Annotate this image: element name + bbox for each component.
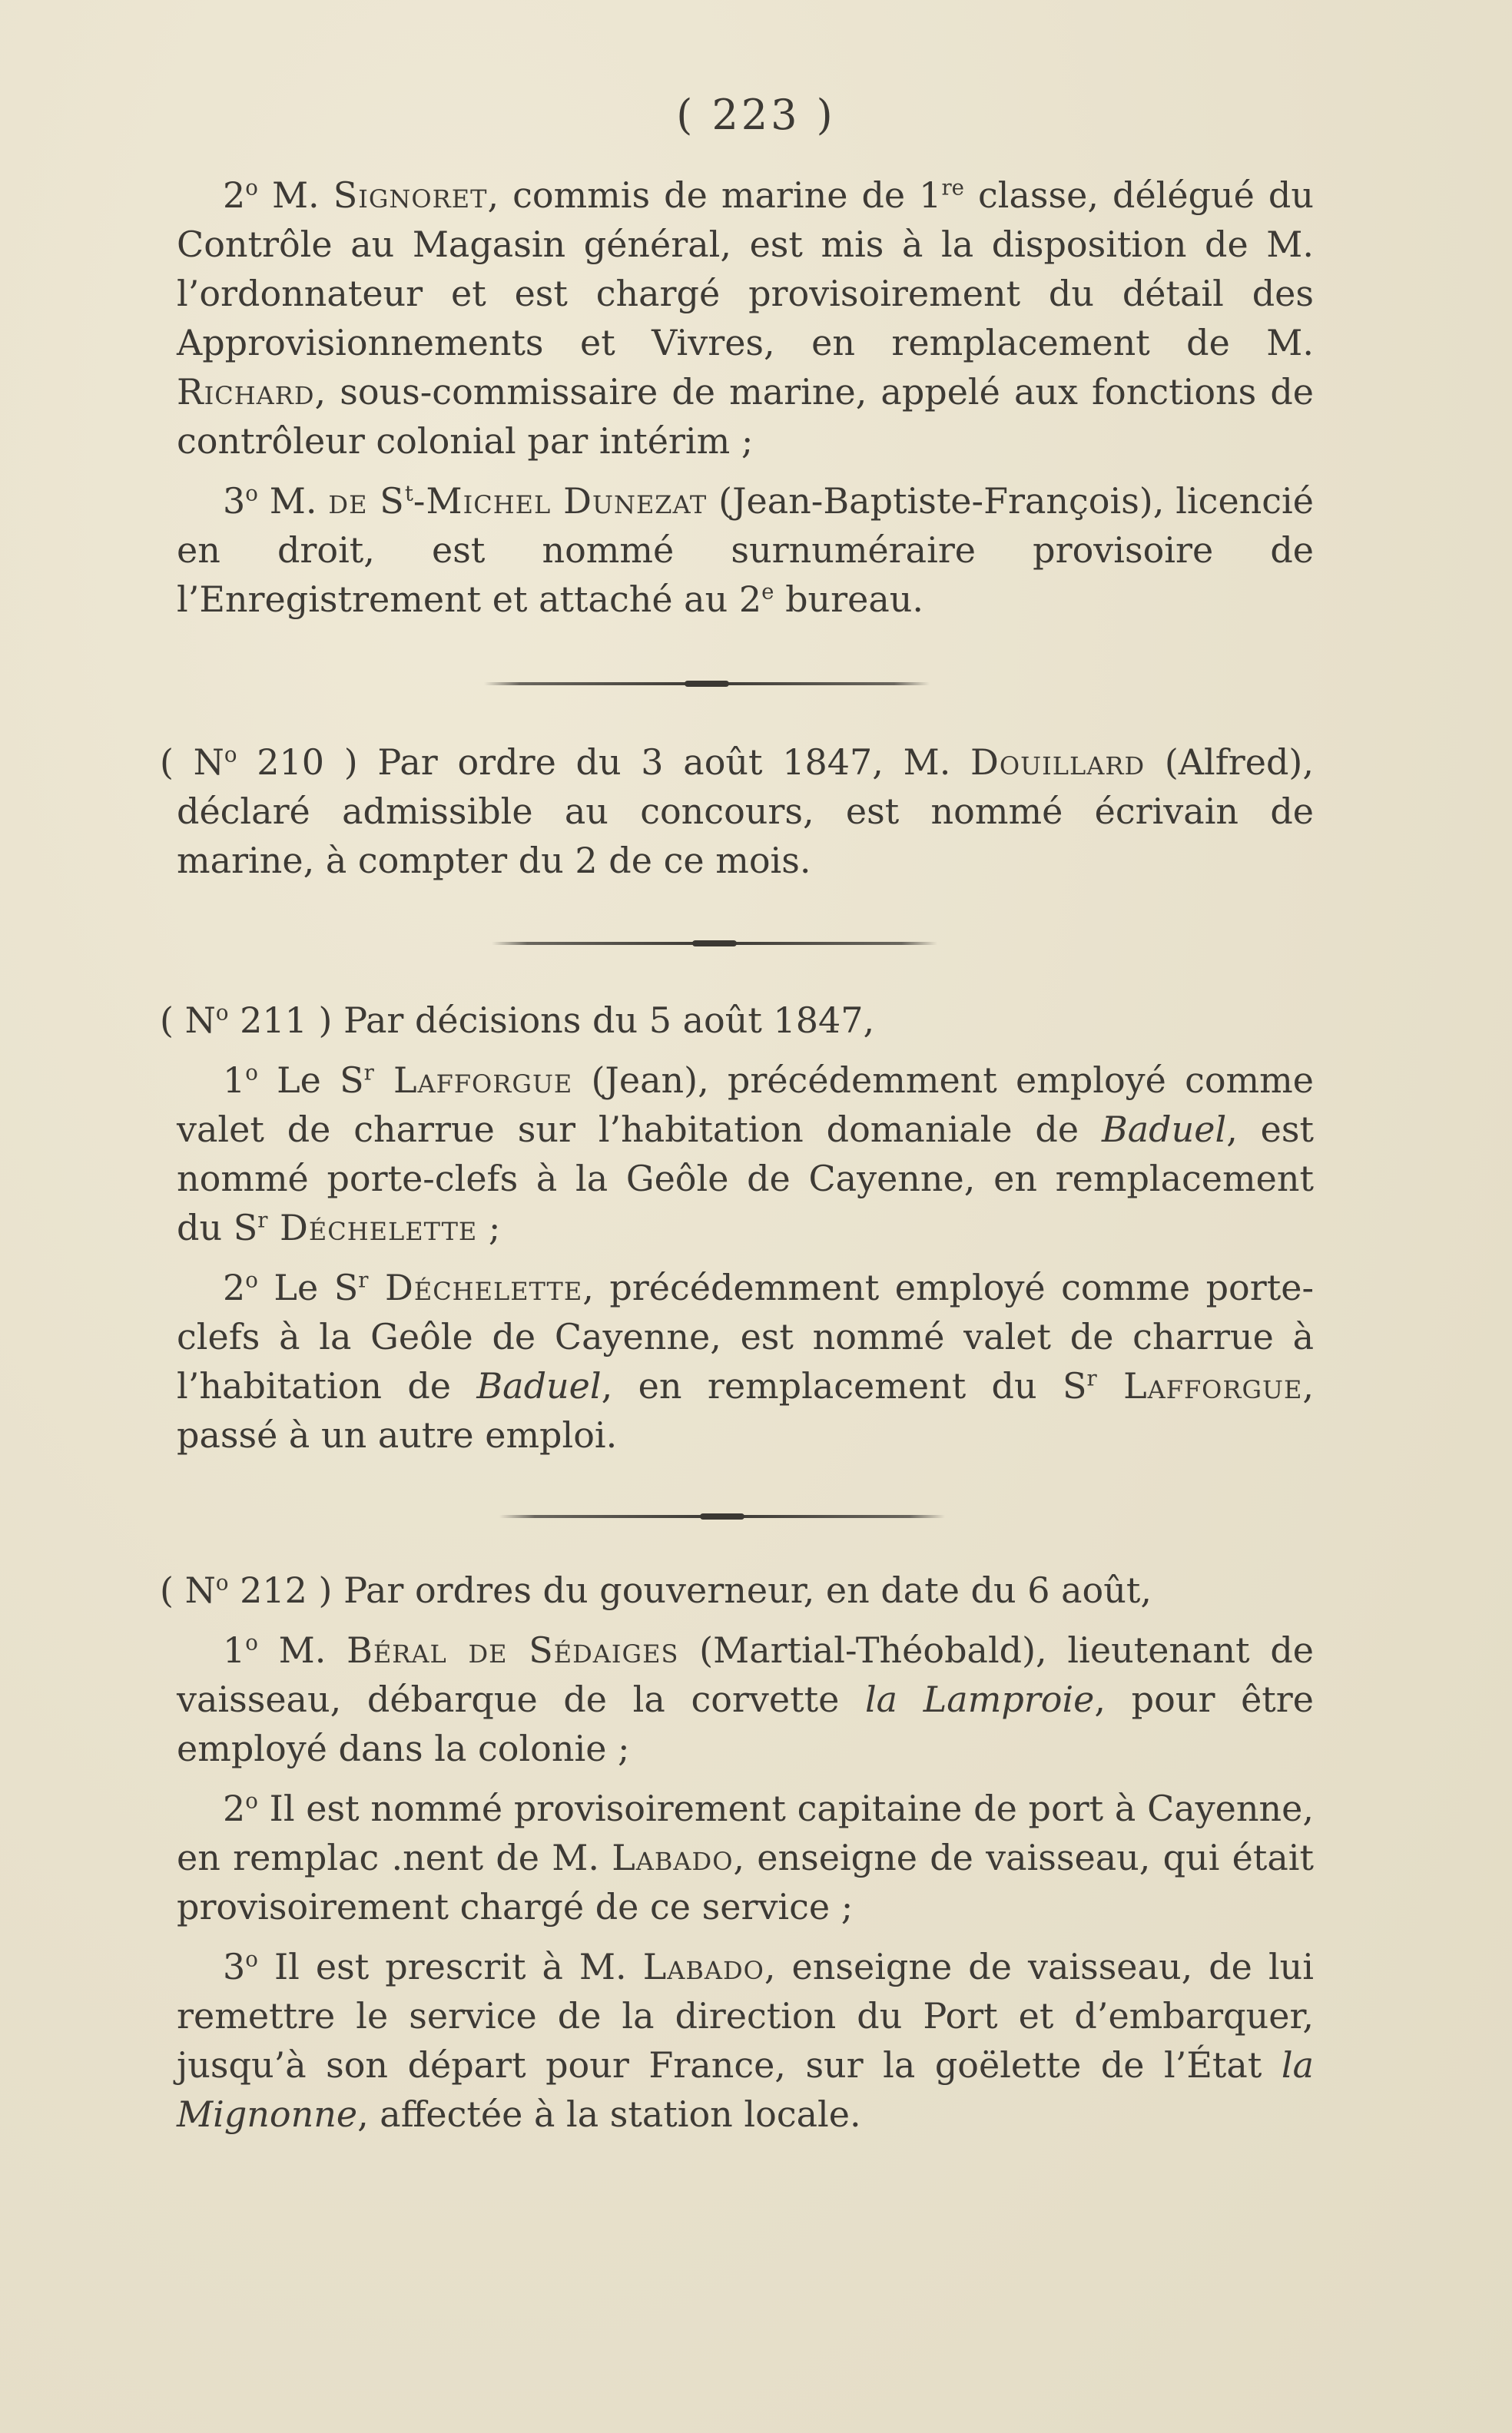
text-run: , passé à un autre emploi. — [177, 1365, 1314, 1456]
person-name: Déchelette — [368, 1267, 583, 1308]
item-number: 2 — [223, 1788, 246, 1829]
text-run: , précédemment employé comme porte-clefs à la Geôle de Cayenne, est nommé valet de charrue à l’habitation de — [177, 1267, 1314, 1407]
superscript: r — [257, 1207, 268, 1233]
section-divider — [492, 942, 937, 945]
text-run: Le S — [257, 1059, 364, 1101]
text-run: 210 ) Par ordre du 3 août 1847, M. — [237, 741, 971, 783]
decision-number: ( N — [160, 1570, 216, 1611]
paragraph-signoret — [177, 171, 1314, 466]
text-run: , pour être employé dans la colonie ; — [177, 1679, 1314, 1769]
ship-name: la Mignonne — [177, 2044, 1314, 2135]
text-run: M. — [257, 480, 329, 522]
text-run: , affectée à la station locale. — [357, 2093, 861, 2135]
place-name: Baduel — [476, 1365, 602, 1407]
text-run: , sous-commissaire de marine, appelé aux fonctions de contrôleur colonial par intérim ; — [177, 371, 1314, 462]
ship-name: la Lamproie — [864, 1679, 1095, 1720]
text-run: M. — [257, 174, 333, 216]
person-name: Béral de Sédaiges — [346, 1629, 679, 1671]
text-run: classe, délégué du Contrôle au Magasin général, est mis à la disposition de M. l’ordonnateur et est chargé provisoirement du détail des Approvisionnements et Vivres, en remplacement de M. — [177, 174, 1315, 363]
text-run: , commis de marine de 1 — [487, 174, 942, 216]
section-heading — [160, 996, 1314, 1045]
text-run: 212 ) Par ordres du gouverneur, en date du 6 août, — [228, 1570, 1152, 1611]
item-number: 1 — [223, 1059, 246, 1101]
person-name: Signoret — [333, 174, 488, 216]
superscript: o — [245, 174, 258, 201]
section-divider — [499, 1515, 945, 1518]
superscript: o — [245, 1629, 258, 1656]
text-run: bureau. — [774, 578, 924, 620]
item-number: 3 — [223, 1946, 246, 1987]
item-number: 2 — [223, 174, 246, 216]
text-run: (Jean-Baptiste-François), licencié en droit, est nommé surnuméraire provisoire de l’Enregistrement et attaché au 2 — [177, 480, 1314, 620]
text-run: 211 ) Par décisions du 5 août 1847, — [228, 999, 875, 1041]
paragraph-labado — [177, 1942, 1314, 2139]
superscript: r — [1086, 1365, 1097, 1391]
person-name: de S — [328, 480, 405, 522]
text-run: Il est nommé provisoirement capitaine de port à Cayenne, en remplac .nent de M. — [177, 1788, 1314, 1878]
paragraph-dunezat — [177, 476, 1314, 624]
paragraph-lafforgue — [177, 1056, 1314, 1252]
item-number: 3 — [223, 480, 246, 522]
decision-number: ( N — [160, 999, 216, 1041]
superscript: r — [358, 1267, 369, 1293]
superscript: o — [224, 741, 237, 767]
text-run: , enseigne de vaisseau, qui était provisoirement chargé de ce service ; — [177, 1837, 1314, 1928]
item-number: 2 — [223, 1267, 246, 1308]
superscript: r — [363, 1059, 374, 1086]
text-run: M. — [257, 1629, 347, 1671]
section-211 — [160, 996, 1314, 1470]
text-run: ; — [477, 1207, 501, 1248]
person-name: Lafforgue — [373, 1059, 573, 1101]
person-name: Labado — [612, 1837, 734, 1878]
superscript: o — [215, 1570, 229, 1596]
paragraph-douillard — [160, 738, 1314, 885]
text-run: (Martial-Théobald), lieutenant de vaisseau, débarque de la corvette — [177, 1629, 1314, 1720]
decision-number: ( N — [160, 741, 224, 783]
section-divider — [484, 682, 930, 685]
person-name: Déchelette — [267, 1207, 478, 1248]
superscript: t — [404, 480, 413, 506]
text-run: (Alfred), déclaré admissible au concours, est nommé écrivain de marine, à compter du 2 de ce mois. — [177, 741, 1314, 881]
text-run: Il est prescrit à M. — [257, 1946, 643, 1987]
paragraph-capitaine-port — [177, 1784, 1314, 1931]
person-name: -Michel Dunezat — [413, 480, 708, 522]
text-run: , est nommé porte-clefs à la Geôle de Cayenne, en remplacement du S — [177, 1109, 1314, 1248]
person-name: Lafforgue — [1096, 1365, 1303, 1407]
section-continuation — [177, 171, 1314, 635]
superscript: o — [245, 1267, 258, 1293]
person-name: Labado — [642, 1946, 764, 1987]
paragraph-dechelette — [177, 1263, 1314, 1460]
paragraph-beral — [177, 1626, 1314, 1773]
place-name: Baduel — [1101, 1109, 1227, 1150]
superscript: o — [215, 999, 229, 1026]
superscript: o — [245, 1788, 258, 1814]
section-210 — [160, 738, 1314, 896]
item-number: 1 — [223, 1629, 246, 1671]
superscript: o — [245, 480, 258, 506]
section-212 — [160, 1566, 1314, 2150]
section-heading — [160, 1566, 1314, 1615]
text-run: , en remplacement du S — [601, 1365, 1087, 1407]
text-run: (Jean), précédemment employé comme valet de charrue sur l’habitation domaniale de — [177, 1059, 1314, 1150]
person-name: Richard — [177, 371, 315, 413]
text-run: Le S — [257, 1267, 359, 1308]
person-name: Douillard — [970, 741, 1146, 783]
page-number: ( 223 ) — [676, 91, 836, 139]
superscript: o — [245, 1059, 258, 1086]
text-run: , enseigne de vaisseau, de lui remettre le service de la direction du Port et d’embarquer, jusqu’à son départ pour France, sur la goëlette de l’État — [177, 1946, 1314, 2086]
superscript: e — [761, 578, 774, 605]
superscript: o — [245, 1946, 258, 1972]
superscript: re — [941, 174, 964, 201]
